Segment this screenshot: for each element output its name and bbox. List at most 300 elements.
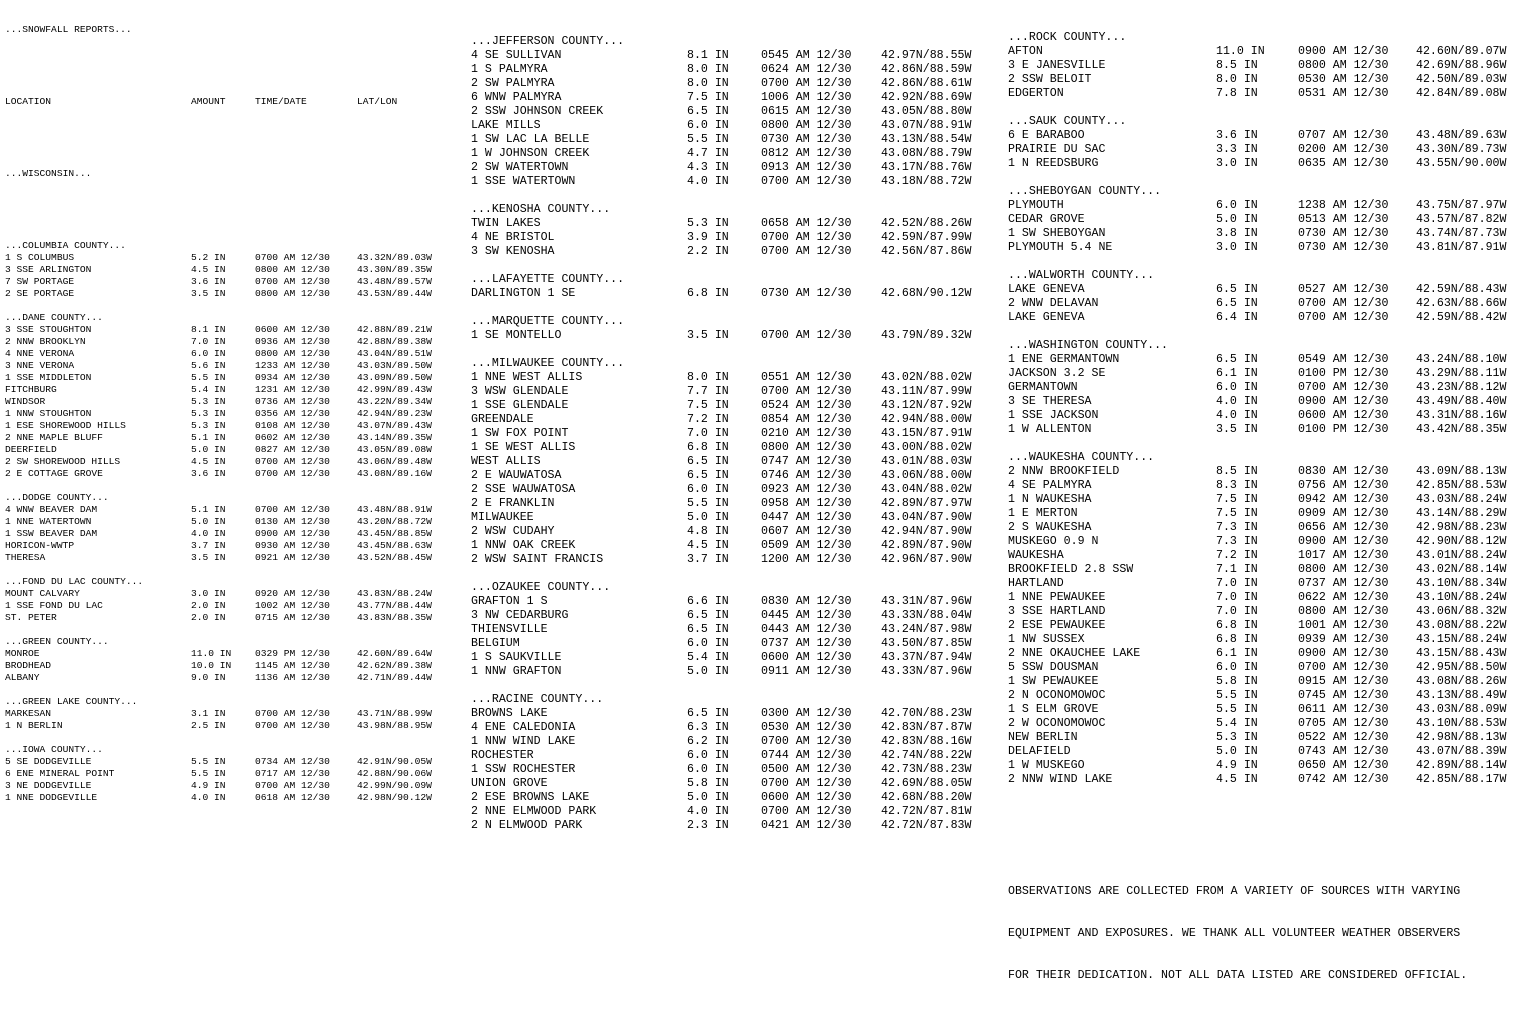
report-row: [471, 707, 1001, 721]
report-amount: 7.7 IN: [687, 385, 729, 398]
report-time-date: 0715 AM 12/30: [255, 612, 330, 623]
report-time-date: 0730 AM 12/30: [1298, 241, 1389, 254]
report-row: [471, 161, 1001, 175]
report-amount: 7.0 IN: [1216, 605, 1258, 618]
report-location: 3 WSW GLENDALE: [471, 385, 569, 398]
county-heading: ...SAUK COUNTY...: [1008, 115, 1127, 128]
report-amount: 7.5 IN: [1216, 507, 1258, 520]
report-amount: 11.0 IN: [191, 648, 232, 659]
report-row: [1008, 143, 1528, 157]
report-time-date: 0622 AM 12/30: [1298, 591, 1389, 604]
report-amount: 5.0 IN: [191, 516, 226, 527]
report-location: 2 NNW BROOKLYN: [5, 336, 86, 347]
report-lat-lon: 42.98N/90.12W: [357, 792, 432, 803]
report-location: PLYMOUTH 5.4 NE: [1008, 241, 1113, 254]
header-lat-lon: LAT/LON: [357, 96, 398, 107]
report-location: HARTLAND: [1008, 577, 1064, 590]
report-lat-lon: 43.01N/88.24W: [1416, 549, 1507, 562]
report-amount: 5.5 IN: [191, 768, 226, 779]
report-lat-lon: 42.59N/88.42W: [1416, 311, 1507, 324]
report-location: 1 NNE WATERTOWN: [5, 516, 92, 527]
report-time-date: 0705 AM 12/30: [1298, 717, 1389, 730]
report-row: [471, 399, 1001, 413]
county-heading: ...DODGE COUNTY...: [5, 492, 109, 503]
report-lat-lon: 43.77N/88.44W: [357, 600, 432, 611]
report-row: [5, 456, 460, 468]
report-row: [471, 329, 1001, 343]
report-row: [471, 91, 1001, 105]
report-row: [471, 525, 1001, 539]
report-time-date: 0600 AM 12/30: [1298, 409, 1389, 422]
report-lat-lon: 43.07N/88.39W: [1416, 745, 1507, 758]
report-row: [471, 441, 1001, 455]
report-location: 2 N ELMWOOD PARK: [471, 819, 583, 832]
report-lat-lon: 42.95N/88.50W: [1416, 661, 1507, 674]
report-lat-lon: 43.06N/89.48W: [357, 456, 432, 467]
report-time-date: 0700 AM 12/30: [1298, 661, 1389, 674]
county-heading: ...JEFFERSON COUNTY...: [471, 35, 625, 48]
report-location: 1 ENE GERMANTOWN: [1008, 353, 1120, 366]
report-amount: 3.9 IN: [687, 231, 729, 244]
report-amount: 4.8 IN: [687, 525, 729, 538]
report-lat-lon: 43.30N/89.73W: [1416, 143, 1507, 156]
report-lat-lon: 43.45N/88.63W: [357, 540, 432, 551]
county-section: [5, 240, 460, 312]
report-time-date: 0942 AM 12/30: [1298, 493, 1389, 506]
report-lat-lon: 43.52N/88.45W: [357, 552, 432, 563]
report-amount: 7.3 IN: [1216, 521, 1258, 534]
report-lat-lon: 43.06N/88.32W: [1416, 605, 1507, 618]
report-lat-lon: 42.69N/88.05W: [881, 777, 972, 790]
report-row: [5, 360, 460, 372]
report-amount: 5.0 IN: [687, 665, 729, 678]
report-amount: 7.5 IN: [687, 91, 729, 104]
report-location: WAUKESHA: [1008, 549, 1064, 562]
report-amount: 3.1 IN: [191, 708, 226, 719]
report-row: [471, 609, 1001, 623]
report-amount: 8.3 IN: [1216, 479, 1258, 492]
report-time-date: 0742 AM 12/30: [1298, 773, 1389, 786]
report-location: 2 NNE OKAUCHEE LAKE: [1008, 647, 1141, 660]
report-row: [471, 497, 1001, 511]
report-lat-lon: 43.10N/88.53W: [1416, 717, 1507, 730]
report-row: [471, 483, 1001, 497]
report-time-date: 0746 AM 12/30: [761, 469, 852, 482]
report-lat-lon: 43.10N/88.24W: [1416, 591, 1507, 604]
report-amount: 5.4 IN: [687, 651, 729, 664]
report-lat-lon: 43.24N/88.10W: [1416, 353, 1507, 366]
report-lat-lon: 42.86N/88.61W: [881, 77, 972, 90]
report-amount: 5.5 IN: [191, 756, 226, 767]
report-row: [5, 720, 460, 732]
report-lat-lon: 42.72N/87.83W: [881, 819, 972, 832]
report-amount: 4.5 IN: [687, 539, 729, 552]
report-time-date: 0800 AM 12/30: [255, 348, 330, 359]
report-row: [1008, 731, 1528, 745]
report-location: WEST ALLIS: [471, 455, 541, 468]
report-amount: 7.5 IN: [687, 399, 729, 412]
report-amount: 4.3 IN: [687, 161, 729, 174]
report-amount: 8.5 IN: [1216, 465, 1258, 478]
report-lat-lon: 42.91N/90.05W: [357, 756, 432, 767]
report-amount: 4.0 IN: [1216, 395, 1258, 408]
report-time-date: 1231 AM 12/30: [255, 384, 330, 395]
report-time-date: 0635 AM 12/30: [1298, 157, 1389, 170]
report-location: 1 N BERLIN: [5, 720, 63, 731]
report-time-date: 1136 AM 12/30: [255, 672, 330, 683]
report-lat-lon: 42.84N/89.08W: [1416, 87, 1507, 100]
report-time-date: 0909 AM 12/30: [1298, 507, 1389, 520]
report-row: [5, 588, 460, 600]
report-amount: 8.0 IN: [1216, 73, 1258, 86]
county-section: [471, 273, 1001, 315]
report-amount: 3.7 IN: [687, 553, 729, 566]
report-location: DEERFIELD: [5, 444, 57, 455]
report-amount: 5.4 IN: [191, 384, 226, 395]
report-row: [1008, 157, 1528, 171]
report-row: [1008, 549, 1528, 563]
report-row: [5, 336, 460, 348]
report-row: [1008, 577, 1528, 591]
report-time-date: 0800 AM 12/30: [1298, 605, 1389, 618]
report-row: [471, 819, 1001, 833]
report-location: 2 E COTTAGE GROVE: [5, 468, 103, 479]
report-amount: 6.5 IN: [687, 623, 729, 636]
report-row: [5, 372, 460, 384]
report-lat-lon: 42.89N/87.97W: [881, 497, 972, 510]
report-time-date: 0800 AM 12/30: [255, 264, 330, 275]
report-amount: 7.0 IN: [191, 336, 226, 347]
report-lat-lon: 42.52N/88.26W: [881, 217, 972, 230]
report-location: 2 WNW DELAVAN: [1008, 297, 1099, 310]
report-lat-lon: 43.50N/87.85W: [881, 637, 972, 650]
county-section: [5, 492, 460, 576]
report-row: [471, 49, 1001, 63]
county-section: [1008, 451, 1528, 787]
county-section: [5, 636, 460, 696]
report-lat-lon: 43.33N/88.04W: [881, 609, 972, 622]
report-time-date: 0700 AM 12/30: [255, 456, 330, 467]
report-lat-lon: 43.04N/89.51W: [357, 348, 432, 359]
report-lat-lon: 43.07N/88.91W: [881, 119, 972, 132]
report-lat-lon: 42.98N/88.13W: [1416, 731, 1507, 744]
report-time-date: 0300 AM 12/30: [761, 707, 852, 720]
report-row: [5, 672, 460, 684]
report-row: [471, 623, 1001, 637]
report-location: 1 SSE JACKSON: [1008, 409, 1099, 422]
report-amount: 6.0 IN: [191, 348, 226, 359]
disclaimer-line: OBSERVATIONS ARE COLLECTED FROM A VARIETY OF SOURCES WITH VARYING: [1008, 885, 1461, 898]
report-time-date: 0551 AM 12/30: [761, 371, 852, 384]
report-time-date: 1238 AM 12/30: [1298, 199, 1389, 212]
report-lat-lon: 43.08N/89.16W: [357, 468, 432, 479]
report-amount: 8.0 IN: [687, 371, 729, 384]
report-time-date: 0854 AM 12/30: [761, 413, 852, 426]
report-lat-lon: 43.18N/88.72W: [881, 175, 972, 188]
report-row: [471, 385, 1001, 399]
report-time-date: 0736 AM 12/30: [255, 396, 330, 407]
report-lat-lon: 43.42N/88.35W: [1416, 423, 1507, 436]
report-lat-lon: 43.81N/87.91W: [1416, 241, 1507, 254]
report-lat-lon: 43.01N/88.03W: [881, 455, 972, 468]
county-heading: ...IOWA COUNTY...: [5, 744, 103, 755]
report-amount: 4.5 IN: [1216, 773, 1258, 786]
report-location: 4 SE SULLIVAN: [471, 49, 562, 62]
report-time-date: 1200 AM 12/30: [761, 553, 852, 566]
report-row: [1008, 661, 1528, 675]
report-location: BELGIUM: [471, 637, 520, 650]
report-location: 2 WSW SAINT FRANCIS: [471, 553, 604, 566]
report-row: [5, 252, 460, 264]
report-lat-lon: 43.09N/89.50W: [357, 372, 432, 383]
report-location: 3 E JANESVILLE: [1008, 59, 1106, 72]
report-row: [5, 384, 460, 396]
report-row: [5, 528, 460, 540]
county-section: [471, 581, 1001, 693]
report-lat-lon: 42.60N/89.07W: [1416, 45, 1507, 58]
report-amount: 7.0 IN: [1216, 577, 1258, 590]
report-row: [471, 217, 1001, 231]
report-time-date: 0700 AM 12/30: [761, 77, 852, 90]
report-amount: 6.2 IN: [687, 735, 729, 748]
report-time-date: 0923 AM 12/30: [761, 483, 852, 496]
report-amount: 3.7 IN: [191, 540, 226, 551]
report-location: BROOKFIELD 2.8 SSW: [1008, 563, 1134, 576]
report-row: [471, 175, 1001, 189]
county-list: [471, 35, 1001, 833]
report-lat-lon: 43.04N/87.90W: [881, 511, 972, 524]
report-time-date: 0900 AM 12/30: [255, 528, 330, 539]
report-amount: 4.9 IN: [191, 780, 226, 791]
report-lat-lon: 43.22N/89.34W: [357, 396, 432, 407]
report-lat-lon: 43.06N/88.00W: [881, 469, 972, 482]
report-time-date: 0700 AM 12/30: [255, 780, 330, 791]
report-location: LAKE GENEVA: [1008, 311, 1085, 324]
report-row: [5, 348, 460, 360]
county-section: [5, 312, 460, 492]
report-title: ...SNOWFALL REPORTS...: [5, 24, 132, 35]
report-amount: 5.5 IN: [687, 497, 729, 510]
county-section: [5, 744, 460, 804]
county-section: [5, 576, 460, 636]
report-lat-lon: 42.83N/87.87W: [881, 721, 972, 734]
report-lat-lon: 43.13N/88.54W: [881, 133, 972, 146]
report-amount: 7.0 IN: [1216, 591, 1258, 604]
report-row: [1008, 521, 1528, 535]
report-row: [5, 756, 460, 768]
report-row: [1008, 59, 1528, 73]
report-amount: 5.8 IN: [1216, 675, 1258, 688]
report-location: 2 ESE BROWNS LAKE: [471, 791, 590, 804]
report-lat-lon: 43.48N/89.57W: [357, 276, 432, 287]
report-row: [5, 468, 460, 480]
report-row: [1008, 507, 1528, 521]
county-heading: ...LAFAYETTE COUNTY...: [471, 273, 625, 286]
report-row: [471, 539, 1001, 553]
report-time-date: 0730 AM 12/30: [761, 287, 852, 300]
report-time-date: 0930 AM 12/30: [255, 540, 330, 551]
report-time-date: 0527 AM 12/30: [1298, 283, 1389, 296]
report-location: 2 E FRANKLIN: [471, 497, 555, 510]
report-time-date: 0812 AM 12/30: [761, 147, 852, 160]
report-amount: 5.3 IN: [1216, 731, 1258, 744]
report-location: 3 SW KENOSHA: [471, 245, 555, 258]
report-time-date: 0700 AM 12/30: [255, 252, 330, 263]
report-row: [5, 792, 460, 804]
report-column-1: [5, 0, 460, 816]
report-location: THIENSVILLE: [471, 623, 548, 636]
report-location: ROCHESTER: [471, 749, 534, 762]
report-location: 1 N WAUKESHA: [1008, 493, 1092, 506]
report-time-date: 0100 PM 12/30: [1298, 423, 1389, 436]
report-location: 2 NNW BROOKFIELD: [1008, 465, 1120, 478]
report-column-3: [1008, 0, 1528, 1025]
report-time-date: 0600 AM 12/30: [761, 651, 852, 664]
report-column-2: [471, 0, 1001, 847]
report-lat-lon: 43.15N/87.91W: [881, 427, 972, 440]
report-row: [471, 105, 1001, 119]
report-time-date: 0607 AM 12/30: [761, 525, 852, 538]
report-row: [5, 780, 460, 792]
report-location: 1 W ALLENTON: [1008, 423, 1092, 436]
report-amount: 3.6 IN: [1216, 129, 1258, 142]
report-row: [5, 504, 460, 516]
report-lat-lon: 43.14N/88.29W: [1416, 507, 1507, 520]
report-time-date: 0934 AM 12/30: [255, 372, 330, 383]
report-row: [471, 77, 1001, 91]
report-time-date: 0913 AM 12/30: [761, 161, 852, 174]
report-row: [1008, 73, 1528, 87]
report-time-date: 0730 AM 12/30: [761, 133, 852, 146]
report-amount: 3.8 IN: [1216, 227, 1258, 240]
report-time-date: 0624 AM 12/30: [761, 63, 852, 76]
report-lat-lon: 43.31N/87.96W: [881, 595, 972, 608]
report-lat-lon: 43.05N/89.08W: [357, 444, 432, 455]
county-heading: ...WALWORTH COUNTY...: [1008, 269, 1155, 282]
report-row: [1008, 87, 1528, 101]
report-time-date: 0958 AM 12/30: [761, 497, 852, 510]
report-time-date: 0618 AM 12/30: [255, 792, 330, 803]
report-row: [5, 516, 460, 528]
report-row: [471, 777, 1001, 791]
report-lat-lon: 42.72N/87.81W: [881, 805, 972, 818]
county-list: [1008, 31, 1528, 787]
report-lat-lon: 42.74N/88.22W: [881, 749, 972, 762]
report-row: [471, 133, 1001, 147]
report-amount: 5.0 IN: [1216, 745, 1258, 758]
report-lat-lon: 43.00N/88.02W: [881, 441, 972, 454]
report-location: 2 NNE MAPLE BLUFF: [5, 432, 103, 443]
report-amount: 7.2 IN: [1216, 549, 1258, 562]
report-lat-lon: 42.86N/88.59W: [881, 63, 972, 76]
report-lat-lon: 42.97N/88.55W: [881, 49, 972, 62]
report-row: [5, 276, 460, 288]
report-time-date: 0509 AM 12/30: [761, 539, 852, 552]
report-lat-lon: 43.75N/87.97W: [1416, 199, 1507, 212]
report-location: 2 SW SHOREWOOD HILLS: [5, 456, 121, 467]
report-lat-lon: 42.70N/88.23W: [881, 707, 972, 720]
report-row: [1008, 745, 1528, 759]
county-heading: ...RACINE COUNTY...: [471, 693, 604, 706]
report-amount: 3.6 IN: [191, 468, 226, 479]
report-lat-lon: 42.89N/88.14W: [1416, 759, 1507, 772]
report-row: [471, 721, 1001, 735]
report-time-date: 0743 AM 12/30: [1298, 745, 1389, 758]
report-lat-lon: 43.53N/89.44W: [357, 288, 432, 299]
report-amount: 4.0 IN: [687, 805, 729, 818]
report-time-date: 0921 AM 12/30: [255, 552, 330, 563]
report-amount: 5.3 IN: [191, 408, 226, 419]
report-lat-lon: 42.56N/87.86W: [881, 245, 972, 258]
report-row: [471, 735, 1001, 749]
report-row: [471, 63, 1001, 77]
report-row: [471, 245, 1001, 259]
report-time-date: 0700 AM 12/30: [255, 468, 330, 479]
report-time-date: 0915 AM 12/30: [1298, 675, 1389, 688]
report-time-date: 0800 AM 12/30: [255, 288, 330, 299]
report-time-date: 0830 AM 12/30: [761, 595, 852, 608]
report-row: [1008, 353, 1528, 367]
report-row: [471, 147, 1001, 161]
report-lat-lon: 42.62N/89.38W: [357, 660, 432, 671]
report-row: [471, 231, 1001, 245]
report-lat-lon: 43.24N/87.98W: [881, 623, 972, 636]
report-location: 1 NNW GRAFTON: [471, 665, 562, 678]
report-time-date: 0920 AM 12/30: [255, 588, 330, 599]
report-location: 1 NW SUSSEX: [1008, 633, 1085, 646]
report-location: 4 WNW BEAVER DAM: [5, 504, 98, 515]
report-lat-lon: 42.98N/88.23W: [1416, 521, 1507, 534]
report-lat-lon: 43.37N/87.94W: [881, 651, 972, 664]
report-row: [1008, 773, 1528, 787]
report-lat-lon: 42.83N/88.16W: [881, 735, 972, 748]
report-amount: 2.5 IN: [191, 720, 226, 731]
report-row: [471, 553, 1001, 567]
report-amount: 2.0 IN: [191, 612, 226, 623]
report-row: [5, 444, 460, 456]
report-time-date: 0830 AM 12/30: [1298, 465, 1389, 478]
report-lat-lon: 43.08N/88.26W: [1416, 675, 1507, 688]
report-lat-lon: 43.05N/88.80W: [881, 105, 972, 118]
report-location: PRAIRIE DU SAC: [1008, 143, 1106, 156]
report-amount: 8.5 IN: [1216, 59, 1258, 72]
report-row: [1008, 367, 1528, 381]
report-row: [5, 648, 460, 660]
report-row: [1008, 297, 1528, 311]
report-time-date: 0900 AM 12/30: [1298, 45, 1389, 58]
report-location: 1 SW SHEBOYGAN: [1008, 227, 1106, 240]
report-location: 3 SSE ARLINGTON: [5, 264, 92, 275]
report-row: [1008, 423, 1528, 437]
report-location: GRAFTON 1 S: [471, 595, 548, 608]
county-section: [1008, 31, 1528, 115]
report-location: 1 E MERTON: [1008, 507, 1078, 520]
report-amount: 6.5 IN: [1216, 283, 1258, 296]
report-amount: 4.5 IN: [191, 264, 226, 275]
report-lat-lon: 42.88N/90.06W: [357, 768, 432, 779]
report-location: 1 SE MONTELLO: [471, 329, 562, 342]
county-section: [5, 696, 460, 744]
report-lat-lon: 42.59N/87.99W: [881, 231, 972, 244]
report-time-date: 0745 AM 12/30: [1298, 689, 1389, 702]
report-time-date: 0531 AM 12/30: [1298, 87, 1389, 100]
report-time-date: 0737 AM 12/30: [1298, 577, 1389, 590]
report-lat-lon: 43.48N/88.91W: [357, 504, 432, 515]
report-amount: 7.2 IN: [687, 413, 729, 426]
report-time-date: 0700 AM 12/30: [255, 504, 330, 515]
report-amount: 8.1 IN: [687, 49, 729, 62]
report-location: 2 SSW JOHNSON CREEK: [471, 105, 604, 118]
